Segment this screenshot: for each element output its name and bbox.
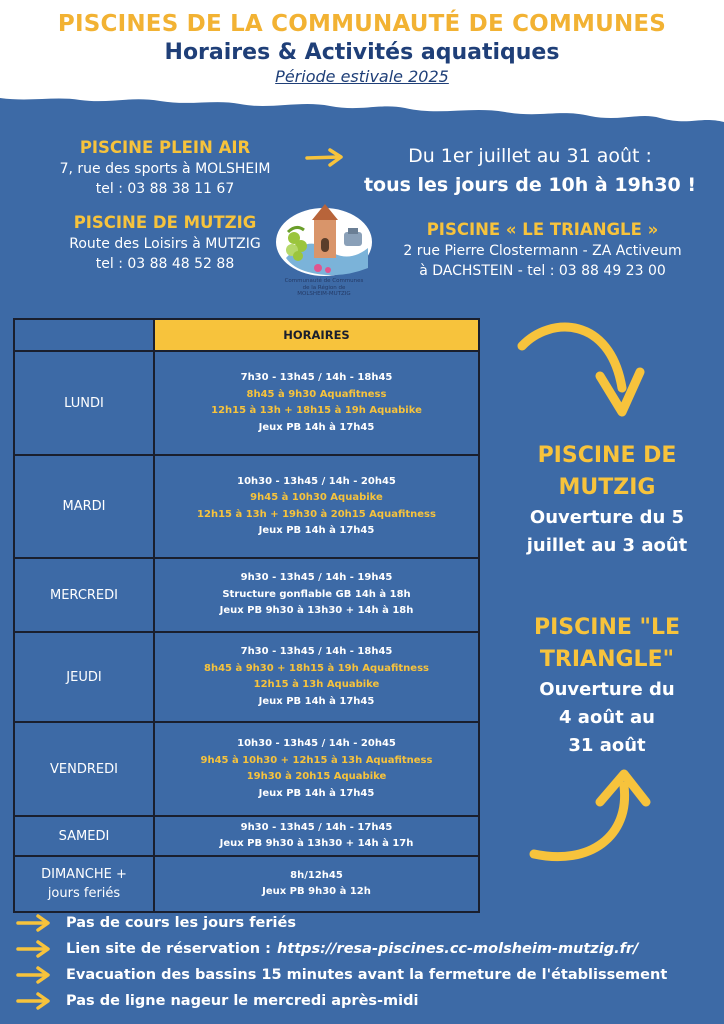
pool-triangle-address-phone: à DACHSTEIN - tel : 03 88 49 23 00 [419,263,666,279]
schedule-slot-line: 8h/12h45 [290,869,343,881]
opening-triangle-name-2: TRIANGLE" [539,647,675,672]
pool-mutzig-phone: tel : 03 88 48 52 88 [95,256,235,272]
opening-mutzig-dates-2: juillet au 3 août [526,535,688,556]
schedule-header-horaires: HORAIRES [154,319,479,351]
schedule-row [14,455,479,558]
note-text: Pas de cours les jours feriés [66,915,296,931]
plein-air-opening-period [350,142,710,200]
pool-triangle-name: PISCINE « LE TRIANGLE » [426,220,659,239]
schedule-slot-line: 9h30 - 13h45 / 14h - 17h45 [240,821,393,833]
pool-mutzig-name: PISCINE DE MUTZIG [73,213,257,232]
schedule-header-row [14,319,479,351]
schedule-slot-line: Jeux PB 9h30 à 13h30 + 14h à 18h [219,605,414,617]
pool-plein-air-address: 7, rue des sports à MOLSHEIM [59,161,271,177]
schedule-slot-line: Structure gonflable GB 14h à 18h [222,588,411,600]
pool-triangle-address: 2 rue Pierre Clostermann - ZA Activeum [403,243,682,259]
schedule-slots [154,816,479,856]
schedule-table [13,318,480,913]
schedule-slot-line: 19h30 à 20h15 Aquabike [246,771,387,782]
opening-triangle-dates-1: Ouverture du [539,679,675,700]
schedule-slots [154,558,479,632]
schedule-slot-line: 12h15 à 13h Aquabike [253,679,380,690]
schedule-slot-line: 10h30 - 13h45 / 14h - 20h45 [237,475,396,487]
opening-mutzig [500,440,714,560]
opening-triangle-dates-3: 31 août [568,735,646,756]
schedule-slot-line: 12h15 à 13h + 18h15 à 19h Aquabike [211,405,422,416]
curved-arrow-up-icon [520,766,660,866]
schedule-day: VENDREDI [14,722,154,816]
schedule-slots [154,455,479,558]
note-text: Evacuation des bassins 15 minutes avant la fermeture de l'établissement [66,967,668,983]
schedule-slot-line: Jeux PB 9h30 à 13h30 + 14h à 17h [219,838,414,849]
arrow-right-icon [16,940,52,958]
pool-plein-air-name: PISCINE PLEIN AIR [79,138,251,157]
schedule-body [14,351,479,912]
schedule-slot-line: 10h30 - 13h45 / 14h - 20h45 [237,738,396,749]
logo-caption: Communauté de Communes de la Région de MOLSHEIM-MUTZIG [284,278,364,297]
schedule-row [14,722,479,816]
schedule-slots [154,856,479,912]
period-label: Période estivale 2025 [275,67,449,86]
schedule-slot-line: 9h30 - 13h45 / 14h - 19h45 [240,572,393,584]
arrow-right-icon [16,992,52,1010]
schedule-row [14,816,479,856]
schedule-slot-line: 12h15 à 13h + 19h30 à 20h15 Aquafitness [197,508,436,520]
schedule-slots [154,632,479,722]
period-hours: tous les jours de 10h à 19h30 ! [363,174,697,196]
pool-plein-air-phone: tel : 03 88 38 11 67 [95,181,235,197]
schedule-day: LUNDI [14,351,154,455]
page-subtitle: Horaires & Activités aquatiques [164,40,560,65]
schedule-row [14,558,479,632]
schedule-slot-line: 9h45 à 10h30 Aquabike [250,492,383,503]
booking-link[interactable]: https://resa-piscines.cc-molsheim-mutzig.fr/ [276,941,639,957]
schedule-day: MERCREDI [14,558,154,632]
schedule-slots [154,351,479,455]
schedule-row [14,351,479,455]
schedule-slot-line: Jeux PB 14h à 17h45 [258,525,375,536]
schedule-slot-line: Jeux PB 14h à 17h45 [258,421,375,433]
curved-arrow-down-icon [510,316,650,426]
schedule-slot-line: Jeux PB 9h30 à 12h [262,886,371,897]
opening-triangle-name-1: PISCINE "LE [533,615,681,640]
schedule-day: MARDI [14,455,154,558]
pool-mutzig-address: Route des Loisirs à MUTZIG [69,236,261,252]
arrow-right-icon [305,148,345,168]
opening-mutzig-dates-1: Ouverture du 5 [529,507,685,528]
note-text: Pas de ligne nageur le mercredi après-midi [66,993,419,1009]
pool-mutzig-info [30,212,300,274]
schedule-day: JEUDI [14,632,154,722]
schedule-slot-line: 9h45 à 10h30 + 12h15 à 13h Aquafitness [200,754,433,766]
page-title: PISCINES DE LA COMMUNAUTÉ DE COMMUNES [57,11,667,37]
schedule-slot-line: 7h30 - 13h45 / 14h - 18h45 [240,646,393,657]
schedule-slot-line: 8h45 à 9h30 + 18h15 à 19h Aquafitness [204,662,429,674]
pool-triangle-info [370,219,715,281]
schedule-slots [154,722,479,816]
opening-triangle-dates-2: 4 août au [559,707,655,728]
period-dates: Du 1er juillet au 31 août : [408,145,652,167]
schedule-header-blank [14,319,154,351]
pool-plein-air-info [30,137,300,199]
arrow-right-icon [16,914,52,932]
note-text: Lien site de réservation : [66,941,271,957]
note-booking-link [16,937,638,961]
note-no-lessons-holidays [16,911,296,935]
note-evacuation [16,963,667,987]
arrow-right-icon [16,966,52,984]
schedule-slot-line: Jeux PB 14h à 17h45 [258,695,375,707]
schedule-slot-line: Jeux PB 14h à 17h45 [258,787,375,799]
opening-mutzig-name-2: MUTZIG [558,475,656,500]
schedule-day: DIMANCHE + jours feriés [14,856,154,912]
schedule-slot-line: 7h30 - 13h45 / 14h - 18h45 [240,372,393,383]
note-no-swimmer-lane [16,989,418,1013]
schedule-day: SAMEDI [14,816,154,856]
schedule-slot-line: 8h45 à 9h30 Aquafitness [246,388,387,400]
opening-triangle [500,612,714,760]
schedule-row [14,856,479,912]
schedule-row [14,632,479,722]
opening-mutzig-name-1: PISCINE DE [537,443,677,468]
